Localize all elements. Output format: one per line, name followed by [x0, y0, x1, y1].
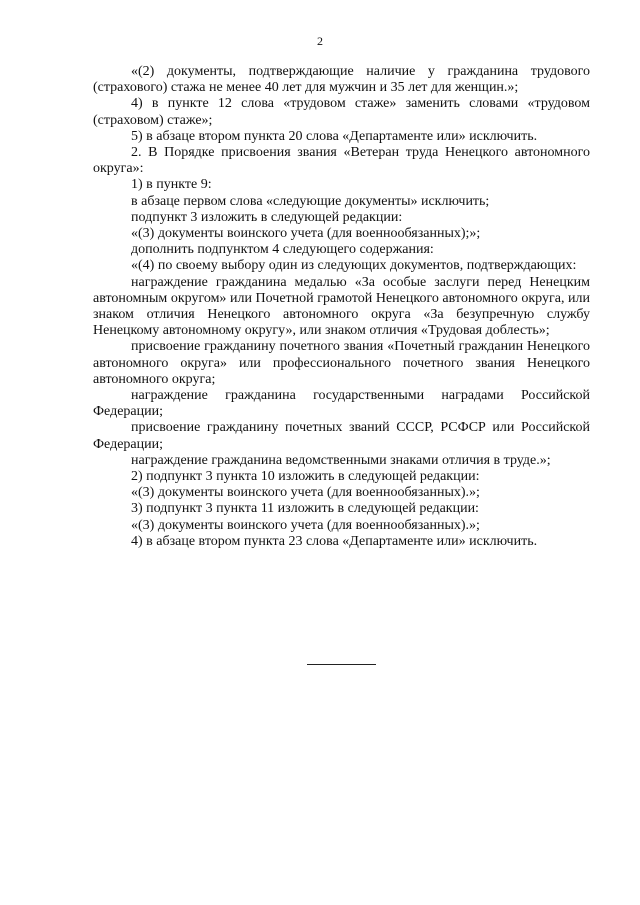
paragraph: награждение гражданина медалью «За особые заслуги перед Ненецким автономным округом» или Почетной грамотой Ненецкого автономного округа, или знаком отличия Ненецкого автономного округа «За безупречную службу Ненецкому автономному округу», или знаком отличия «Трудовая доблесть»; — [93, 274, 590, 339]
paragraph: «(3) документы воинского учета (для военнообязанных).»; — [131, 517, 480, 533]
paragraph: присвоение гражданину почетного звания «Почетный гражданин Ненецкого автономного округа» или профессионального почетного звания Ненецкого автономного округа; — [93, 339, 590, 387]
paragraph: в абзаце первом слова «следующие документы» исключить; — [131, 193, 490, 209]
page-number: 2 — [317, 34, 323, 48]
paragraph: дополнить подпунктом 4 следующего содержания: — [131, 242, 434, 258]
paragraph: «(2) документы, подтверждающие наличие у гражданина трудового (страхового) стажа не менее 40 лет для мужчин и 35 лет для женщин.»; — [93, 64, 590, 96]
paragraph: 4) в пункте 12 слова «трудовом стаже» заменить словами «трудовом (страховом) стаже»; — [93, 96, 590, 128]
separator-line — [307, 664, 376, 665]
paragraph: «(3) документы воинского учета (для военнообязанных).»; — [131, 485, 480, 501]
document-body — [93, 64, 590, 550]
paragraph: 3) подпункт 3 пункта 11 изложить в следующей редакции: — [131, 501, 479, 517]
paragraph: «(3) документы воинского учета (для военнообязанных);»; — [131, 226, 481, 242]
paragraph: 1) в пункте 9: — [131, 177, 212, 193]
paragraph: награждение гражданина государственными наградами Российской Федерации; — [93, 388, 590, 420]
paragraph: подпункт 3 изложить в следующей редакции: — [131, 209, 403, 225]
paragraph: 2. В Порядке присвоения звания «Ветеран труда Ненецкого автономного округа»: — [93, 145, 590, 177]
paragraph: 5) в абзаце втором пункта 20 слова «Департаменте или» исключить. — [131, 128, 538, 144]
paragraph: присвоение гражданину почетных званий СССР, РСФСР или Российской Федерации; — [93, 420, 590, 452]
paragraph: 4) в абзаце втором пункта 23 слова «Департаменте или» исключить. — [131, 533, 538, 549]
paragraph: «(4) по своему выбору один из следующих документов, подтверждающих: — [131, 258, 577, 274]
paragraph: 2) подпункт 3 пункта 10 изложить в следующей редакции: — [131, 469, 480, 485]
paragraph: награждение гражданина ведомственными знаками отличия в труде.»; — [131, 452, 551, 468]
